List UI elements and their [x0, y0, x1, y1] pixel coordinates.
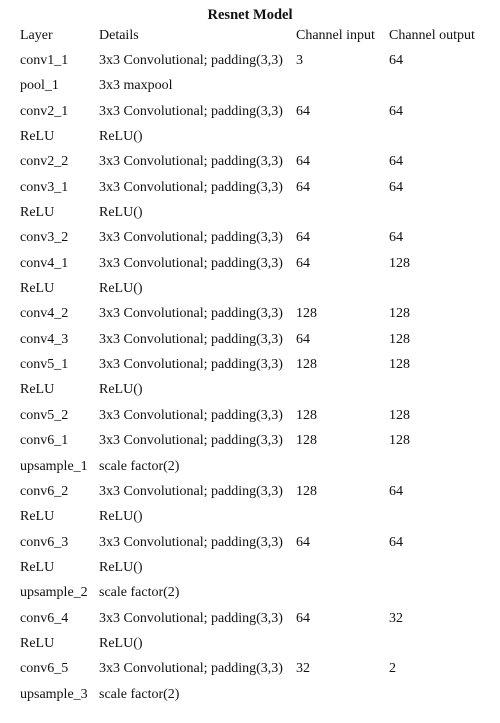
- cell-details: 3x3 Convolutional; padding(3,3): [99, 255, 283, 271]
- cell-channel-input: [296, 205, 389, 230]
- cell-channel-output: 128: [389, 306, 410, 322]
- cell-channel-output: [389, 509, 490, 534]
- table-row: [20, 281, 490, 306]
- cell-channel-input: [296, 78, 389, 103]
- header-channel-output: Channel output: [389, 28, 475, 43]
- cell-details: 3x3 Convolutional; padding(3,3): [99, 610, 283, 626]
- table-row: [20, 78, 490, 103]
- cell-channel-output: 2: [389, 661, 396, 677]
- cell-details: 3x3 Convolutional; padding(3,3): [99, 306, 283, 322]
- cell-channel-input: [296, 687, 389, 712]
- cell-layer: conv2_1: [20, 103, 69, 119]
- cell-layer: ReLU: [20, 509, 55, 525]
- table-row: [20, 230, 490, 255]
- cell-channel-output: 128: [389, 433, 410, 449]
- cell-details: 3x3 Convolutional; padding(3,3): [99, 483, 283, 499]
- cell-layer: upsample_2: [20, 585, 88, 601]
- cell-layer: ReLU: [20, 382, 55, 398]
- cell-channel-input: 128: [296, 433, 317, 449]
- cell-details: ReLU(): [99, 635, 143, 651]
- header-layer: Layer: [20, 28, 53, 43]
- cell-details: ReLU(): [99, 129, 143, 145]
- cell-layer: ReLU: [20, 281, 55, 297]
- table-row: [20, 382, 490, 407]
- header-details: Details: [99, 28, 139, 43]
- table-row: [20, 332, 490, 357]
- cell-details: scale factor(2): [99, 686, 180, 702]
- cell-layer: conv1_1: [20, 53, 69, 68]
- cell-channel-input: 64: [296, 103, 310, 119]
- cell-layer: conv3_1: [20, 179, 69, 195]
- cell-channel-output: 64: [389, 179, 403, 195]
- cell-channel-input: 64: [296, 154, 310, 170]
- cell-channel-output: 128: [389, 407, 410, 423]
- cell-channel-input: [296, 281, 389, 306]
- cell-layer: upsample_1: [20, 458, 88, 474]
- table-row: [20, 205, 490, 230]
- cell-details: 3x3 maxpool: [99, 78, 173, 94]
- cell-channel-output: 128: [389, 255, 410, 271]
- cell-channel-output: [389, 560, 490, 585]
- cell-channel-input: [296, 560, 389, 585]
- table-row: [20, 104, 490, 129]
- table-body: [20, 53, 490, 712]
- cell-details: ReLU(): [99, 281, 143, 297]
- cell-channel-input: 128: [296, 407, 317, 423]
- table-row: [20, 256, 490, 281]
- cell-details: 3x3 Convolutional; padding(3,3): [99, 534, 283, 550]
- cell-channel-output: [389, 585, 490, 610]
- cell-layer: conv4_1: [20, 255, 69, 271]
- cell-channel-input: 64: [296, 255, 310, 271]
- cell-channel-input: 64: [296, 610, 310, 626]
- cell-channel-output: [389, 687, 490, 712]
- cell-channel-output: [389, 129, 490, 154]
- table-row: [20, 611, 490, 636]
- cell-layer: upsample_3: [20, 686, 88, 702]
- cell-layer: ReLU: [20, 559, 55, 575]
- header-channel-input: Channel input: [296, 28, 375, 43]
- cell-channel-output: [389, 205, 490, 230]
- cell-layer: conv4_3: [20, 331, 69, 347]
- table-row: [20, 585, 490, 610]
- cell-layer: ReLU: [20, 205, 55, 221]
- cell-channel-output: 64: [389, 483, 403, 499]
- cell-details: 3x3 Convolutional; padding(3,3): [99, 103, 283, 119]
- cell-details: 3x3 Convolutional; padding(3,3): [99, 407, 283, 423]
- cell-layer: conv6_4: [20, 610, 69, 626]
- table-row: [20, 509, 490, 534]
- cell-channel-input: [296, 636, 389, 661]
- cell-layer: conv6_5: [20, 661, 69, 677]
- table-row: [20, 661, 490, 686]
- cell-layer: conv3_2: [20, 230, 69, 246]
- cell-details: 3x3 Convolutional; padding(3,3): [99, 357, 283, 373]
- resnet-layer-table: [20, 28, 490, 712]
- table-row: [20, 180, 490, 205]
- cell-layer: conv4_2: [20, 306, 69, 322]
- cell-channel-output: [389, 382, 490, 407]
- table-row: [20, 408, 490, 433]
- cell-details: ReLU(): [99, 509, 143, 525]
- table-title: Resnet Model: [207, 7, 293, 23]
- table-header: [20, 28, 490, 53]
- cell-channel-output: 32: [389, 610, 403, 626]
- header-row: [20, 28, 490, 53]
- cell-details: 3x3 Convolutional; padding(3,3): [99, 661, 283, 677]
- table-row: [20, 357, 490, 382]
- cell-channel-output: 64: [389, 154, 403, 170]
- cell-channel-output: 64: [389, 53, 403, 68]
- cell-channel-output: [389, 636, 490, 661]
- cell-channel-output: 128: [389, 331, 410, 347]
- cell-layer: conv6_2: [20, 483, 69, 499]
- cell-layer: ReLU: [20, 635, 55, 651]
- cell-channel-input: [296, 585, 389, 610]
- cell-details: ReLU(): [99, 559, 143, 575]
- cell-layer: conv6_3: [20, 534, 69, 550]
- cell-channel-input: 3: [296, 53, 303, 68]
- cell-channel-output: 64: [389, 230, 403, 246]
- cell-channel-input: 32: [296, 661, 310, 677]
- cell-details: 3x3 Convolutional; padding(3,3): [99, 433, 283, 449]
- cell-channel-input: 64: [296, 534, 310, 550]
- cell-details: 3x3 Convolutional; padding(3,3): [99, 230, 283, 246]
- cell-channel-input: 64: [296, 179, 310, 195]
- cell-layer: conv5_1: [20, 357, 69, 373]
- cell-channel-input: 64: [296, 331, 310, 347]
- cell-channel-input: 64: [296, 230, 310, 246]
- cell-channel-input: [296, 382, 389, 407]
- table-row: [20, 484, 490, 509]
- cell-layer: conv6_1: [20, 433, 69, 449]
- table-row: [20, 687, 490, 712]
- cell-channel-input: [296, 509, 389, 534]
- cell-details: scale factor(2): [99, 585, 180, 601]
- cell-layer: ReLU: [20, 129, 55, 145]
- cell-channel-input: 128: [296, 306, 317, 322]
- table-row: [20, 53, 490, 78]
- cell-details: ReLU(): [99, 205, 143, 221]
- cell-details: scale factor(2): [99, 458, 180, 474]
- cell-layer: conv5_2: [20, 407, 69, 423]
- cell-channel-input: [296, 129, 389, 154]
- cell-channel-output: 64: [389, 103, 403, 119]
- cell-channel-input: 128: [296, 483, 317, 499]
- cell-details: 3x3 Convolutional; padding(3,3): [99, 154, 283, 170]
- table-row: [20, 433, 490, 458]
- cell-channel-input: [296, 459, 389, 484]
- cell-channel-input: 128: [296, 357, 317, 373]
- cell-channel-output: 128: [389, 357, 410, 373]
- table-row: [20, 636, 490, 661]
- table-row: [20, 459, 490, 484]
- cell-details: 3x3 Convolutional; padding(3,3): [99, 331, 283, 347]
- cell-channel-output: [389, 459, 490, 484]
- cell-details: ReLU(): [99, 382, 143, 398]
- cell-channel-output: 64: [389, 534, 403, 550]
- table-row: [20, 535, 490, 560]
- cell-channel-output: [389, 281, 490, 306]
- table-row: [20, 154, 490, 179]
- cell-details: 3x3 Convolutional; padding(3,3): [99, 179, 283, 195]
- cell-details: 3x3 Convolutional; padding(3,3): [99, 53, 283, 68]
- cell-channel-output: [389, 78, 490, 103]
- table-row: [20, 306, 490, 331]
- table-row: [20, 560, 490, 585]
- cell-layer: pool_1: [20, 78, 59, 94]
- cell-layer: conv2_2: [20, 154, 69, 170]
- table-row: [20, 129, 490, 154]
